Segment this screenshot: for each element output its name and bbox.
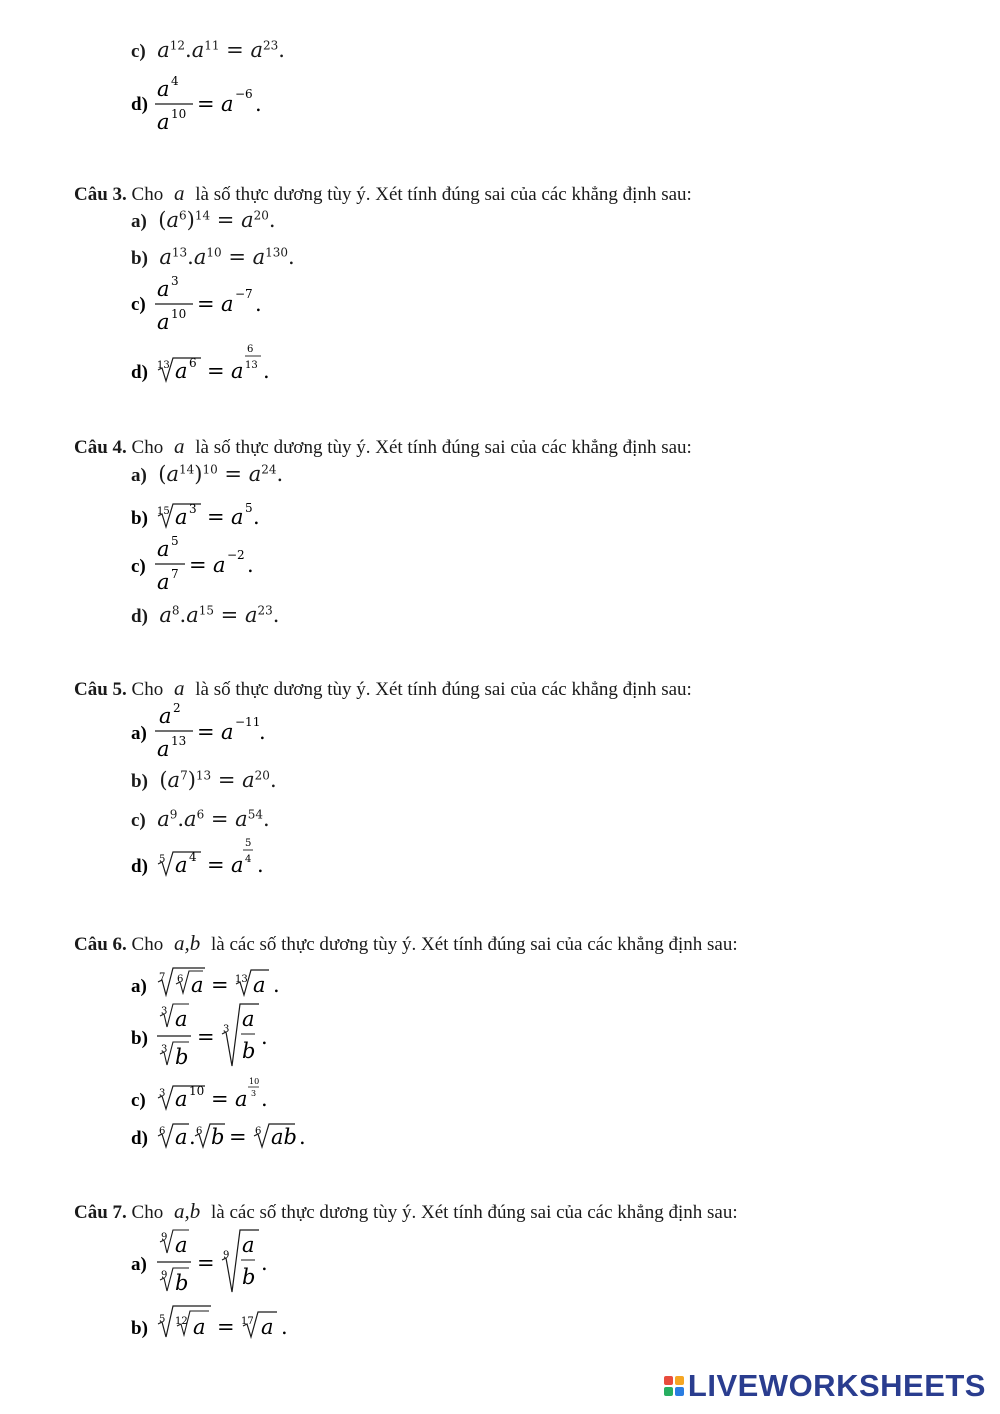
cho-word: Cho <box>131 437 164 458</box>
svg-text:.: . <box>261 1087 268 1111</box>
svg-text:7: 7 <box>171 567 179 581</box>
item-label: a) <box>131 211 147 232</box>
svg-text:ab: ab <box>271 1125 297 1149</box>
math-expression <box>131 496 331 536</box>
svg-text:a: a <box>157 277 170 301</box>
q7-item-a <box>131 1226 351 1304</box>
item-label: d) <box>131 606 148 627</box>
svg-text:a: a <box>261 1315 274 1339</box>
svg-text:a: a <box>175 1233 188 1257</box>
svg-text:a: a <box>175 505 188 529</box>
svg-text:a: a <box>157 570 170 594</box>
svg-text:a: a <box>213 553 226 577</box>
svg-text:.: . <box>189 1125 196 1149</box>
prev-item-c: c) $a^{12}.a^{11} = a^{23}$. <box>131 38 285 62</box>
q3-item-c <box>131 276 331 346</box>
svg-text:b: b <box>242 1039 256 1063</box>
svg-text:a: a <box>193 1315 206 1339</box>
item-label: d) <box>131 1128 148 1149</box>
liveworksheets-logo <box>664 1368 986 1404</box>
logo-square <box>675 1376 684 1385</box>
variable: a <box>173 434 185 458</box>
svg-text:a: a <box>242 1007 255 1031</box>
svg-text:10: 10 <box>249 1077 260 1086</box>
logo-square <box>664 1376 673 1385</box>
svg-text:3: 3 <box>223 1024 230 1035</box>
q5-item-c: c) $a^9.a^6 = a^{54}$. <box>131 807 270 831</box>
svg-text:.: . <box>257 853 264 877</box>
svg-text:a: a <box>191 973 204 997</box>
svg-text:12: 12 <box>175 1316 188 1327</box>
svg-text:b: b <box>175 1045 189 1069</box>
question-label: Câu 6. <box>74 934 127 955</box>
q4-item-c <box>131 536 331 606</box>
svg-text:.: . <box>259 720 266 744</box>
variable: a,b <box>173 931 201 955</box>
q5-item-d <box>131 836 331 888</box>
svg-text:.: . <box>255 92 262 116</box>
svg-text:=: = <box>211 973 229 997</box>
svg-text:a: a <box>157 737 170 761</box>
question-6-heading <box>74 931 738 956</box>
svg-text:6: 6 <box>159 1126 166 1137</box>
svg-text:a: a <box>242 1233 255 1257</box>
svg-text:5: 5 <box>159 1314 166 1325</box>
math-expression <box>131 536 331 600</box>
item-label: d) <box>131 362 148 383</box>
svg-text:10: 10 <box>171 107 187 121</box>
svg-text:9: 9 <box>161 1270 168 1281</box>
logo-text: LIVEWORKSHEETS <box>687 1368 986 1403</box>
svg-text:3: 3 <box>159 1088 166 1099</box>
q6-item-d <box>131 1116 351 1162</box>
svg-text:b: b <box>211 1125 225 1149</box>
svg-text:5: 5 <box>159 854 166 865</box>
svg-text:=: = <box>197 292 215 316</box>
variable: a <box>173 676 185 700</box>
svg-text:7: 7 <box>159 972 166 983</box>
svg-text:13: 13 <box>235 974 248 985</box>
svg-text:a: a <box>231 359 244 383</box>
q3-item-d <box>131 340 331 396</box>
svg-text:a: a <box>157 537 170 561</box>
question-5-heading <box>74 676 692 701</box>
item-label: c) <box>131 1090 146 1111</box>
svg-text:a: a <box>221 292 234 316</box>
math-expression <box>131 340 331 390</box>
logo-square <box>664 1387 673 1396</box>
svg-text:a: a <box>175 1087 188 1111</box>
question-statement: là các số thực dương tùy ý. Xét tính đúng sai của các khẳng định sau: <box>210 934 738 955</box>
math-expression <box>131 1116 351 1156</box>
svg-text:=: = <box>197 1251 215 1275</box>
prev-item-d <box>131 74 331 144</box>
svg-text:−6: −6 <box>235 87 253 101</box>
question-statement: là số thực dương tùy ý. Xét tính đúng sai của các khẳng định sau: <box>195 437 692 458</box>
item-label: a) <box>131 976 147 997</box>
svg-text:=: = <box>207 359 225 383</box>
svg-text:a: a <box>231 853 244 877</box>
svg-text:a: a <box>221 720 234 744</box>
question-label: Câu 7. <box>74 1202 127 1223</box>
svg-text:4: 4 <box>245 854 252 865</box>
svg-text:9: 9 <box>223 1250 230 1261</box>
math-expression <box>131 703 331 767</box>
svg-text:3: 3 <box>189 502 197 516</box>
question-label: Câu 3. <box>74 184 127 205</box>
item-label: a) <box>131 723 147 744</box>
svg-text:a: a <box>157 310 170 334</box>
svg-text:b: b <box>175 1271 189 1295</box>
svg-text:=: = <box>229 1125 247 1149</box>
math-expression <box>131 962 351 1002</box>
logo-square <box>675 1387 684 1396</box>
svg-text:10: 10 <box>171 307 187 321</box>
svg-text:5: 5 <box>171 534 179 548</box>
svg-text:10: 10 <box>189 1084 205 1098</box>
svg-text:.: . <box>263 359 270 383</box>
q4-item-a: a) $(a^{14})^{10} = a^{24}$. <box>131 462 284 486</box>
svg-text:.: . <box>261 1025 268 1049</box>
svg-text:6: 6 <box>189 356 197 370</box>
svg-text:−11: −11 <box>235 715 261 729</box>
svg-text:=: = <box>197 1025 215 1049</box>
svg-text:6: 6 <box>196 1126 203 1137</box>
question-statement: là các số thực dương tùy ý. Xét tính đúng sai của các khẳng định sau: <box>210 1202 738 1223</box>
svg-text:b: b <box>242 1265 256 1289</box>
q7-item-b <box>131 1300 351 1350</box>
item-label: c) <box>131 294 146 315</box>
svg-text:.: . <box>273 973 280 997</box>
item-label: b) <box>131 1028 148 1049</box>
svg-text:a: a <box>157 77 170 101</box>
q6-item-b <box>131 1000 351 1078</box>
math-expression <box>131 74 331 138</box>
cho-word: Cho <box>131 1202 164 1223</box>
item-label: a) <box>131 465 147 486</box>
svg-text:6: 6 <box>247 344 254 355</box>
math-expression <box>131 1000 351 1072</box>
svg-text:13: 13 <box>157 360 170 371</box>
svg-text:−7: −7 <box>235 287 253 301</box>
svg-text:17: 17 <box>241 1316 254 1327</box>
question-3-heading <box>74 181 692 206</box>
svg-text:−2: −2 <box>227 548 245 562</box>
item-label: c) <box>131 556 146 577</box>
svg-text:=: = <box>189 553 207 577</box>
q5-item-a <box>131 703 331 773</box>
item-label: b) <box>131 771 148 792</box>
svg-text:a: a <box>157 110 170 134</box>
cho-word: Cho <box>131 679 164 700</box>
math-expression <box>131 836 331 882</box>
svg-text:6: 6 <box>255 1126 262 1137</box>
svg-text:=: = <box>207 853 225 877</box>
svg-text:5: 5 <box>245 838 252 849</box>
item-label: b) <box>131 508 148 529</box>
q3-item-b: b) $a^{13}.a^{10} = a^{130}$. <box>131 245 295 269</box>
question-7-heading <box>74 1199 738 1224</box>
svg-text:.: . <box>281 1315 288 1339</box>
item-label: b) <box>131 248 148 269</box>
item-label: c) <box>131 41 146 62</box>
svg-text:9: 9 <box>161 1232 168 1243</box>
cho-word: Cho <box>131 934 164 955</box>
svg-text:=: = <box>217 1315 235 1339</box>
svg-text:=: = <box>211 1087 229 1111</box>
svg-text:a: a <box>175 1007 188 1031</box>
question-statement: là số thực dương tùy ý. Xét tính đúng sai của các khẳng định sau: <box>195 184 692 205</box>
svg-text:6: 6 <box>177 974 184 985</box>
svg-text:.: . <box>299 1125 306 1149</box>
svg-text:4: 4 <box>171 74 179 88</box>
math-expression <box>131 1078 331 1118</box>
svg-text:.: . <box>261 1251 268 1275</box>
svg-text:13: 13 <box>245 360 258 371</box>
svg-text:=: = <box>207 505 225 529</box>
svg-text:4: 4 <box>189 850 197 864</box>
svg-text:.: . <box>255 292 262 316</box>
variable: a,b <box>173 1199 201 1223</box>
svg-text:3: 3 <box>251 1089 257 1098</box>
cho-word: Cho <box>131 184 164 205</box>
svg-text:2: 2 <box>173 701 181 715</box>
math-expression <box>131 276 331 340</box>
question-label: Câu 5. <box>74 679 127 700</box>
variable: a <box>173 181 185 205</box>
math-expression <box>131 1226 351 1298</box>
q5-item-b: b) $(a^7)^{13} = a^{20}$. <box>131 768 277 792</box>
svg-text:a: a <box>231 505 244 529</box>
question-label: Câu 4. <box>74 437 127 458</box>
svg-text:a: a <box>235 1087 248 1111</box>
question-statement: là số thực dương tùy ý. Xét tính đúng sai của các khẳng định sau: <box>195 679 692 700</box>
svg-text:3: 3 <box>161 1006 168 1017</box>
logo-mark-icon <box>664 1376 684 1396</box>
item-label: d) <box>131 856 148 877</box>
q3-item-a: a) $(a^6)^{14} = a^{20}$. <box>131 208 276 232</box>
math-expression <box>131 1300 351 1344</box>
svg-text:.: . <box>253 505 260 529</box>
svg-text:3: 3 <box>171 274 179 288</box>
item-label: b) <box>131 1318 148 1339</box>
svg-text:a: a <box>253 973 266 997</box>
item-label: c) <box>131 810 146 831</box>
svg-text:a: a <box>175 853 188 877</box>
svg-text:a: a <box>175 1125 188 1149</box>
svg-text:a: a <box>159 704 172 728</box>
svg-text:.: . <box>247 553 254 577</box>
svg-text:=: = <box>197 720 215 744</box>
svg-text:=: = <box>197 92 215 116</box>
q4-item-d: d) $a^8.a^{15} = a^{23}$. <box>131 603 280 627</box>
svg-text:15: 15 <box>157 506 170 517</box>
svg-text:13: 13 <box>171 734 187 748</box>
question-4-heading <box>74 434 692 459</box>
svg-text:a: a <box>221 92 234 116</box>
svg-text:5: 5 <box>245 501 253 515</box>
item-label: a) <box>131 1254 147 1275</box>
item-label: d) <box>131 94 148 115</box>
svg-text:a: a <box>175 359 188 383</box>
svg-text:3: 3 <box>161 1044 168 1055</box>
